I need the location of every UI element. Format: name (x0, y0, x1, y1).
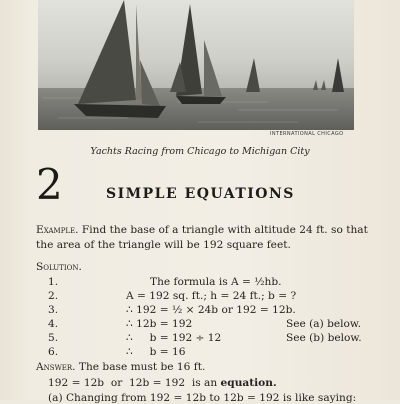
solution-step (0, 304, 400, 318)
solution-step (0, 318, 400, 332)
step-equation: ∴ b = 192 ÷ 12 (126, 332, 222, 344)
step-equation: ∴ 192 = ½ × 24b or 192 = 12b. (126, 304, 296, 316)
step-number: 4. (48, 318, 59, 330)
step-note: See (a) below. (286, 318, 362, 330)
step-equation: A = 192 sq. ft.; h = 24 ft.; b = ? (126, 290, 297, 302)
chapter-title: SIMPLE EQUATIONS (106, 186, 295, 202)
equation-term: equation. (220, 377, 277, 389)
partial-text-line: (a) Changing from 192 = 12b to 12b = 192 is like saying: (48, 392, 357, 404)
solution-step (0, 346, 400, 360)
answer-line (36, 361, 205, 373)
solution-step (0, 332, 400, 346)
chapter-number: 2 (36, 160, 63, 209)
yacht-photo (38, 0, 354, 130)
step-note: See (b) below. (286, 332, 362, 344)
example-text: Find the base of a triangle with altitude 24 ft. so that the area of the triangle will be 192 square feet. (36, 224, 368, 251)
step-number: 5. (48, 332, 59, 344)
photo-credit: INTERNATIONAL CHICAGO (270, 131, 344, 137)
answer-text: The base must be 16 ft. (78, 361, 206, 373)
solution-step (0, 290, 400, 304)
step-number: 3. (48, 304, 59, 316)
step-number: 1. (48, 276, 59, 288)
example-label: Example. (36, 224, 79, 236)
equation-note (48, 377, 277, 389)
step-number: 6. (48, 346, 59, 358)
example-paragraph (36, 223, 376, 253)
answer-label: Answer. (36, 361, 76, 373)
step-equation: ∴ 12b = 192 (126, 318, 193, 330)
solution-label: Solution. (36, 261, 82, 273)
step-equation: The formula is A = ½hb. (150, 276, 282, 288)
equation-note-text: 192 = 12b or 12b = 192 is an (48, 377, 218, 389)
solution-step (0, 276, 400, 290)
photo-caption: Yachts Racing from Chicago to Michigan City (90, 146, 310, 157)
step-equation: ∴ b = 16 (126, 346, 186, 358)
step-number: 2. (48, 290, 59, 302)
